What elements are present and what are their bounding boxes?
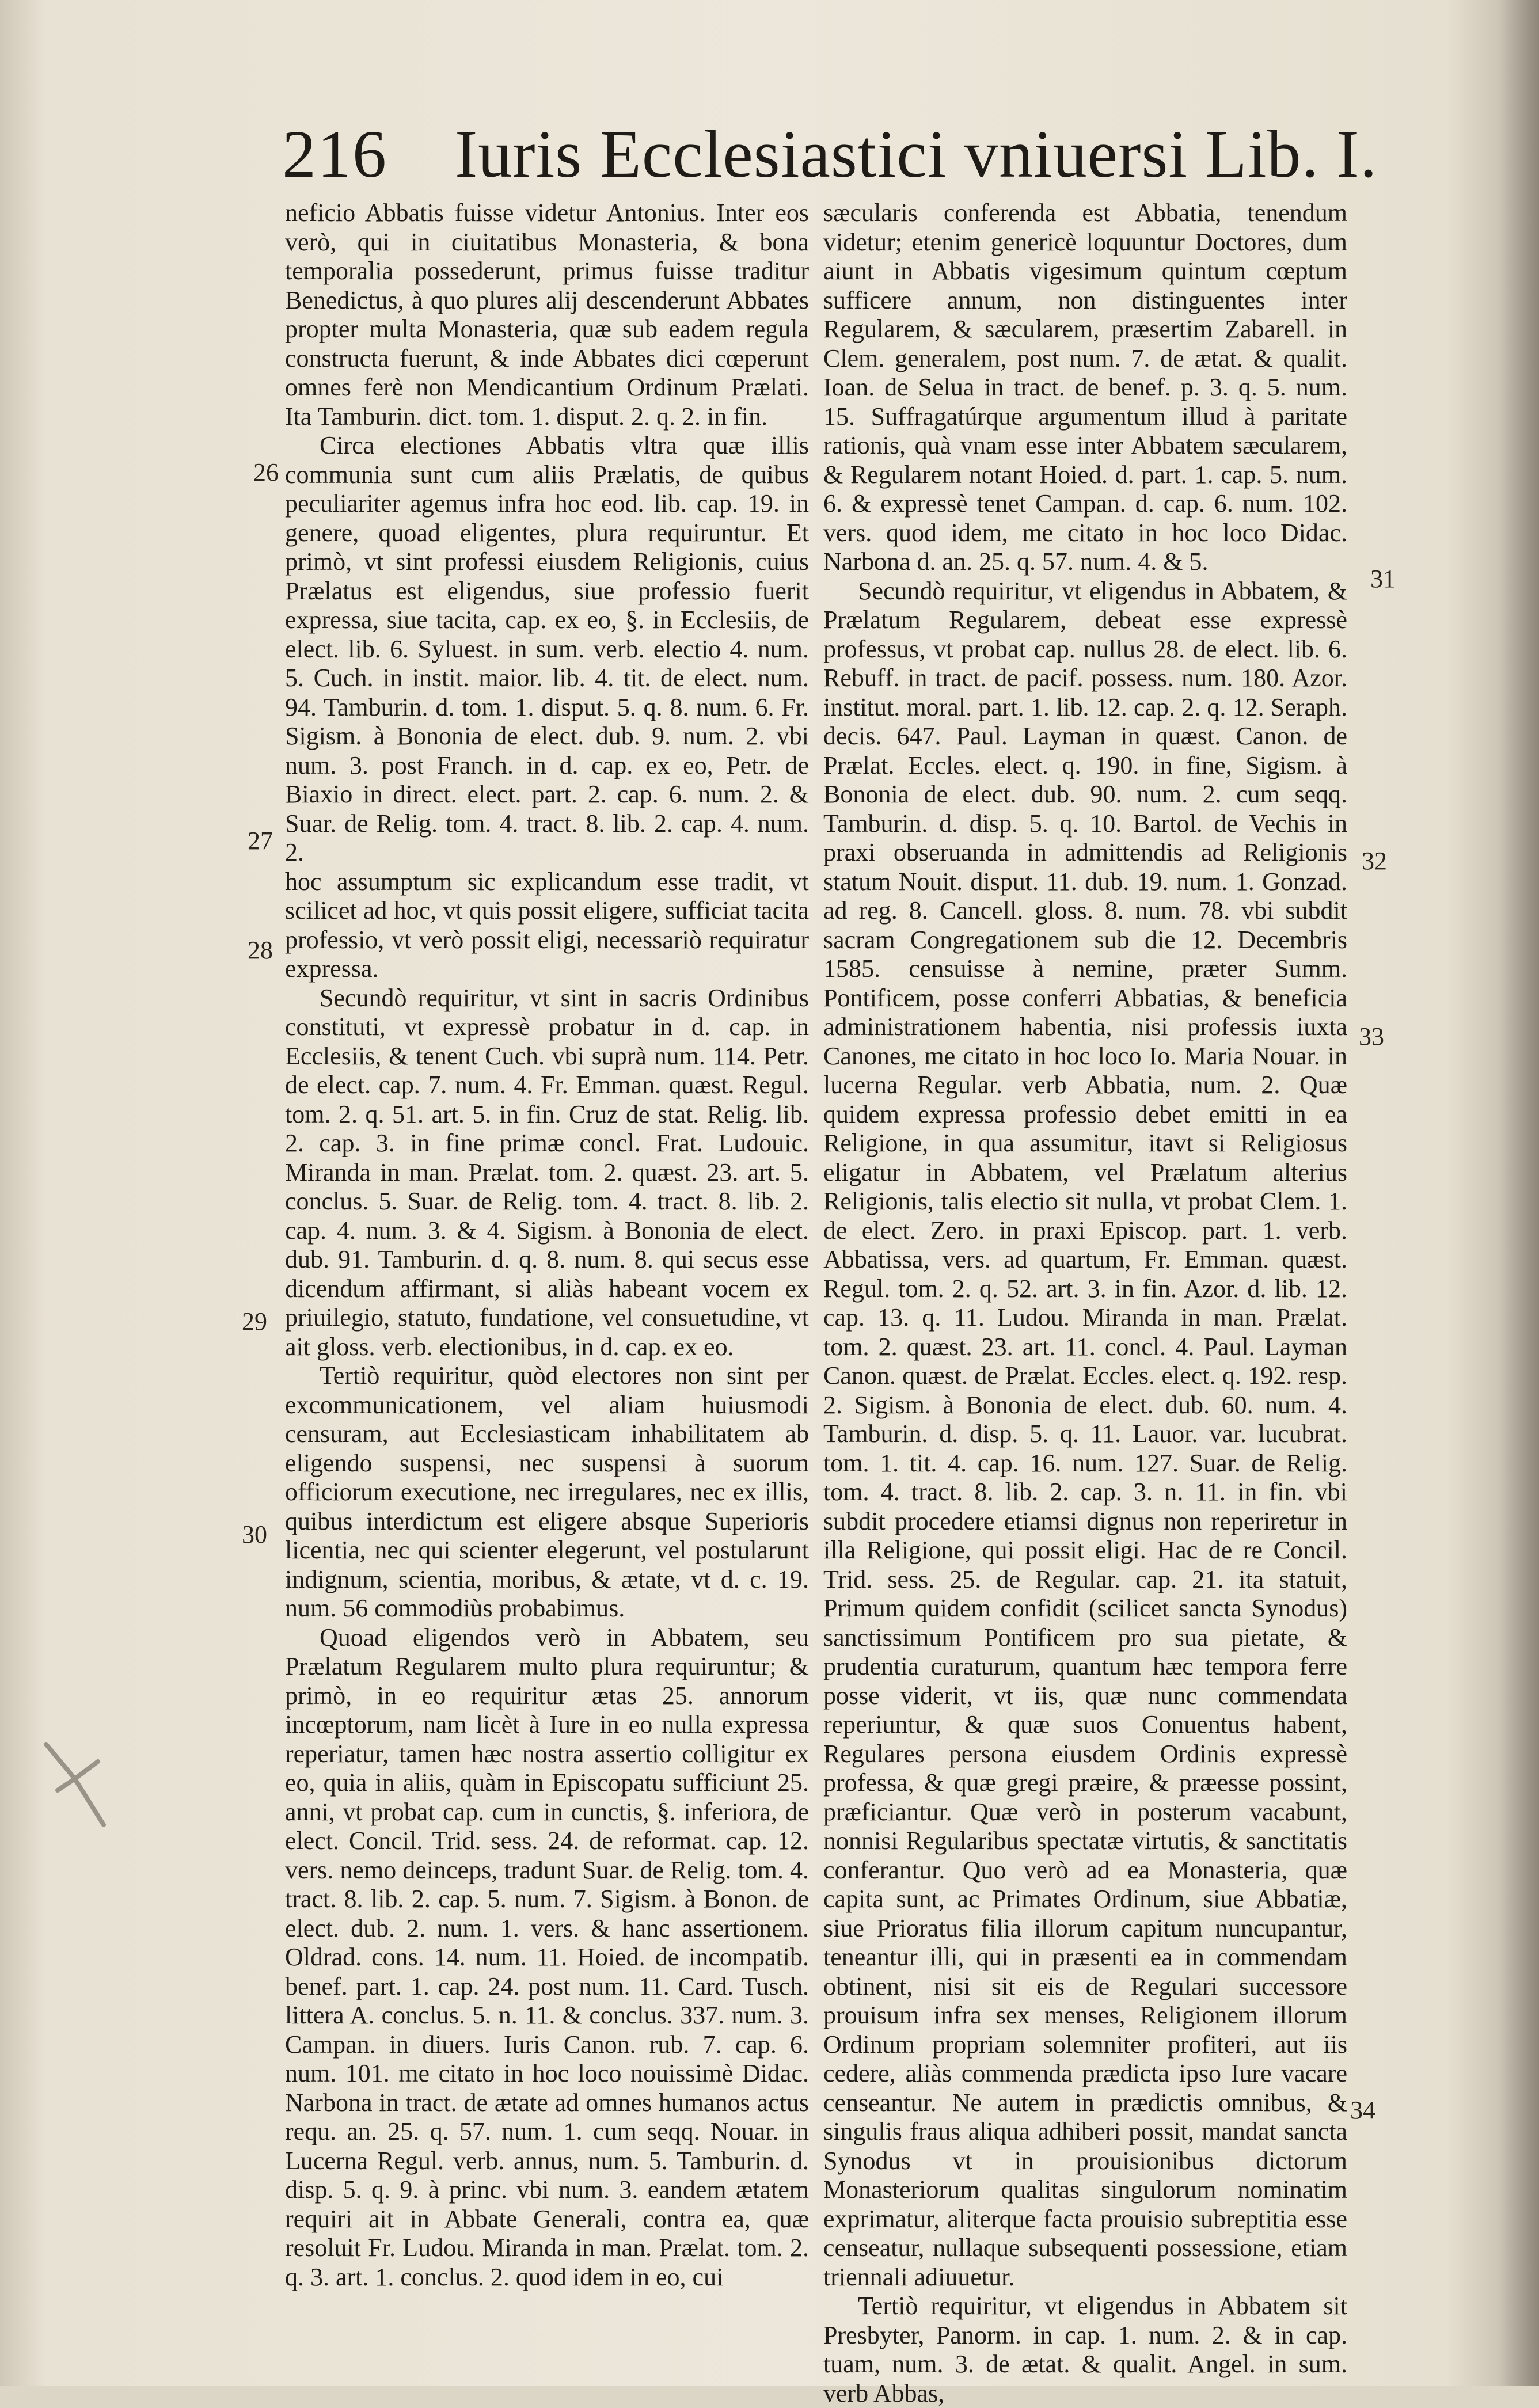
paragraph: Secundò requiritur, vt sint in sacris Ordinibus constituti, vt expressè probatur in d. cap. in Ecclesiis, & tenent Cuch. vbi suprà num. 114. Petr. de elect. cap. 7. num. 4. Fr. Emman. quæst. Regul. tom. 2. q. 51. art. 5. in fin. Cruz de stat. Relig. lib. 2. cap. 3. in fine primæ concl. Frat. Ludouic. Miranda in man. Prælat. tom. 2. quæst. 23. art. 5. conclus. 5. Suar. de Relig. tom. 4. tract. 8. lib. 2. cap. 4. num. 3. & 4. Sigism. à Bononia de elect. dub. 91. Tamburin. d. q. 8. num. 8. qui secus esse dicendum affirmant, si aliàs habeant vocem ex priuilegio, statuto, fundatione, vel consuetudine, vt ait gloss. verb. electionibus, in d. cap. ex eo. (285, 983, 809, 1361)
margin-number: 34 (1350, 2096, 1375, 2124)
margin-number: 31 (1370, 565, 1396, 593)
paragraph: sæcularis conferenda est Abbatia, tenendum videtur; etenim genericè loquuntur Doctores, dum aiunt in Abbatis vigesimum quintum cœptum sufficere annum, non distinguentes inter Regularem, & sæcularem, præsertim Zabarell. in Clem. generalem, post num. 7. de ætat. & qualit. Ioan. de Selua in tract. de benef. p. 3. q. 5. num. 15. Suffragatúrque argumentum illud à paritate rationis, quà vnam esse inter Abbatem sæcularem, & Regularem notant Hoied. d. part. 1. cap. 5. num. 6. & expressè tenet Campan. d. cap. 6. num. 102. vers. quod idem, me citato in hoc loco Didac. Narbona d. an. 25. q. 57. num. 4. & 5. (823, 199, 1347, 576)
margin-number: 29 (242, 1307, 267, 1336)
margin-number: 26 (253, 458, 279, 486)
ink-stain-mark (40, 1739, 109, 1831)
page-number: 216 (282, 116, 387, 192)
margin-number: 27 (248, 827, 273, 855)
paragraph: Circa electiones Abbatis vltra quæ illis communia sunt cum aliis Prælatis, de quibus peculiariter agemus infra hoc eod. lib. cap. 19. in genere, quoad eligentes, plura requiruntur. Et primò, vt sint professi eiusdem Religionis, cuius Prælatus est eligendus, siue professio fuerit expressa, siue tacita, cap. ex eo, §. in Ecclesiis, de elect. lib. 6. Syluest. in sum. verb. electio 4. num. 5. Cuch. in instit. maior. lib. 4. tit. de elect. num. 94. Tamburin. d. tom. 1. disput. 5. q. 8. num. 6. Fr. Sigism. à Bononia de elect. dub. 9. num. 2. vbi num. 3. post Franch. in d. cap. ex eo, Petr. de Biaxio in direct. elect. part. 2. cap. 6. num. 2. & Suar. de Relig. tom. 4. tract. 8. lib. 2. cap. 4. num. 2. (285, 431, 809, 866)
margin-number: 28 (248, 936, 273, 964)
page-header (282, 109, 1378, 196)
paragraph: Tertiò requiritur, quòd electores non sint per excommunicationem, vel aliam huiusmodi censuram, aut Ecclesiasticam inhabilitatem ab eligendo suspensi, nec suspensi à suorum officiorum executione, nec irregulares, nec ex illis, quibus interdictum est eligere absque Superioris licentia, nec qui scienter elegerunt, vel postularunt indignum, scientia, moribus, & ætate, vt d. c. 19. num. 56 commodiùs probabimus. (285, 1361, 809, 1622)
margin-number: 30 (242, 1520, 267, 1549)
page-edge-shadow (1499, 0, 1539, 2386)
paragraph: hoc assumptum sic explicandum esse tradit, vt scilicet ad hoc, vt quis possit eligere, sufficiat tacita professio, vt verò possit eligi, necessariò requiratur expressa. (285, 867, 809, 983)
paragraph: neficio Abbatis fuisse videtur Antonius. Inter eos verò, qui in ciuitatibus Monasteria, & bona temporalia possederunt, primus fuisse traditur Benedictus, à quo plures alij descenderunt Abbates propter multa Monasteria, quæ sub eadem regula constructa fuerunt, & inde Abbates dici cœperunt omnes ferè non Mendicantium Ordinum Prælati. Ita Tamburin. dict. tom. 1. disput. 2. q. 2. in fin. (285, 199, 809, 431)
paragraph: Secundò requiritur, vt eligendus in Abbatem, & Prælatum Regularem, debeat esse expressè professus, vt probat cap. nullus 28. de elect. lib. 6. Rebuff. in tract. de pacif. possess. num. 180. Azor. institut. moral. part. 1. lib. 12. cap. 2. q. 12. Seraph. decis. 647. Paul. Layman in quæst. Canon. de Prælat. Eccles. elect. q. 190. in fine, Sigism. à Bononia de elect. dub. 90. num. 2. cum seqq. Tamburin. d. disp. 5. q. 10. Bartol. de Vechis in praxi obseruanda in admittendis ad Religionis statum Nouit. disput. 11. dub. 19. num. 1. Gonzad. ad reg. 8. Cancell. gloss. 8. num. 78. vbi subdit sacram Congregationem sub die 12. Decembris 1585. censuisse à nemine, præter Summ. Pontificem, posse conferri Abbatias, & beneficia administrationem habentia, nisi professis iuxta Canones, me citato in hoc loco Io. Maria Nouar. in lucerna Regular. verb Abbatia, num. 2. Quæ quidem expressa professio debet emitti in ea Religione, in qua assumitur, itavt si Religiosus eligatur in Abbatem, vel Prælatum alterius Religionis, talis electio sit nulla, vt probat Clem. 1. de elect. Zero. in praxi Episcop. part. 1. verb. Abbatissa, vers. ad quartum, Fr. Emman. quæst. Regul. tom. 2. q. 52. art. 3. in fin. Azor. d. lib. 12. cap. 13. q. 11. Ludou. Miranda in man. Prælat. tom. 2. quæst. 23. art. 11. concl. 4. Paul. Layman Canon. quæst. de Prælat. Eccles. elect. q. 192. resp. 2. Sigism. à Bononia de elect. dub. 60. num. 4. Tamburin. d. disp. 5. q. 11. Lauor. var. lucubrat. tom. 1. tit. 4. cap. 16. num. 127. Suar. de Relig. tom. 4. tract. 8. lib. 2. cap. 3. n. 11. in fin. vbi subdit procedere etiamsi dignus non reperiretur in illa Religione, qui possit eligi. Hac de re Concil. Trid. sess. 25. de Regular. cap. 21. ita statuit, Primum quidem confidit (scilicet sancta Synodus) sanctissimum Pontificem pro sua pietate, & prudentia curaturum, quantum hæc tempora ferre posse viderit, vt iis, quæ nunc commendata reperiuntur, & quæ suos Conuentus habent, Regulares persona eiusdem Ordinis expressè professa, & quæ gregi præire, & præesse possint, præficiantur. Quæ verò in posterum vacabunt, nonnisi Regularibus spectatæ virtutis, & sanctitatis conferantur. Quo verò ad ea Monasteria, quæ capita sunt, ac Primates Ordinum, siue Abbatiæ, siue Prioratus filia illorum capitum nuncupantur, teneantur illi, qui in præsenti ea in commendam obtinent, nisi sit eis de Regulari successore prouisum infra sex menses, Religionem illorum Ordinum propriam solemniter profiteri, aut iis cedere, aliàs commenda prædicta ipso Iure vacare censeantur. Ne autem in prædictis omnibus, & singulis fraus aliqua adhiberi possit, mandat sancta Synodus vt in prouisionibus dictorum Monasteriorum qualitas singulorum nominatim exprimatur, aliterque facta prouisio subreptitia esse censeatur, nullaque subsequenti possessione, etiam triennali adiuuetur. (823, 576, 1347, 2291)
margin-number: 32 (1362, 847, 1387, 875)
paragraph: Quoad eligendos verò in Abbatem, seu Prælatum Regularem multo plura requiruntur; & primò, in eo requiritur ætas 25. annorum incœptorum, nam licèt à Iure in eo nulla expressa reperiatur, tamen hæc nostra assertio colligitur ex eo, quia in aliis, quàm in Episcopatu sufficiunt 25. anni, vt probat cap. cum in cunctis, §. inferiora, de elect. Concil. Trid. sess. 24. de reformat. cap. 12. vers. nemo deinceps, tradunt Suar. de Relig. tom. 4. tract. 8. lib. 2. cap. 5. num. 7. Sigism. à Bonon. de elect. dub. 2. num. 1. vers. & hanc assertionem. Oldrad. cons. 14. num. 11. Hoied. de incompatib. benef. part. 1. cap. 24. post num. 11. Card. Tusch. littera A. conclus. 5. n. 11. & conclus. 337. num. 3. Campan. in diuers. Iuris Canon. rub. 7. cap. 6. num. 101. me citato in hoc loco nouissimè Didac. Narbona in tract. de ætate ad omnes humanos actus requ. an. 25. q. 57. num. 1. cum seqq. Nouar. in Lucerna Regul. verb. annus, num. 5. Tamburin. d. disp. 5. q. 9. à princ. vbi num. 3. eandem ætatem requiri ait in Abbate Generali, contra ea, quæ resoluit Fr. Ludou. Miranda in man. Prælat. tom. 2. q. 3. art. 1. conclus. 2. quod idem in eo, cui (285, 1623, 809, 2291)
right-column (823, 199, 1347, 2408)
margin-number: 33 (1359, 1022, 1384, 1051)
running-title: Iuris Ecclesiastici vniuersi Lib. I. (455, 116, 1378, 192)
paragraph: Tertiò requiritur, vt eligendus in Abbatem sit Presbyter, Panorm. in cap. 1. num. 2. & in cap. tuam, num. 3. de ætat. & qualit. Angel. in sum. verb Abbas, (823, 2292, 1347, 2407)
left-column (285, 199, 809, 2292)
